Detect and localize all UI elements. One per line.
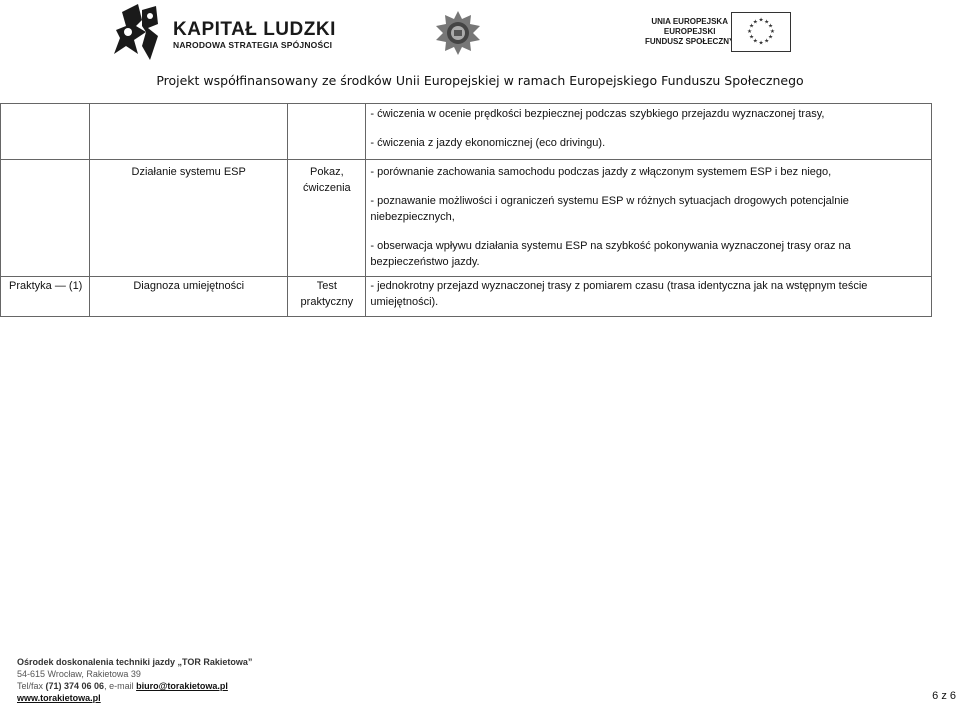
svg-text:★: ★: [758, 17, 764, 24]
svg-text:★: ★: [764, 38, 770, 45]
table-cell: [90, 277, 288, 317]
footer-website-link[interactable]: www.torakietowa.pl: [17, 693, 101, 703]
kapital-ludzki-logo-icon: [112, 2, 160, 62]
table-cell: [90, 104, 288, 160]
svg-text:★: ★: [764, 19, 770, 26]
topic-text: Diagnoza umiejętności: [133, 280, 245, 292]
topic-text: Działanie systemu ESP: [131, 166, 246, 178]
police-star-badge-icon: [435, 10, 481, 56]
page-footer: [17, 656, 252, 704]
table-row: [1, 160, 932, 277]
eu-funding-text: [645, 17, 734, 47]
svg-text:★: ★: [752, 38, 758, 45]
svg-text:★: ★: [748, 23, 755, 30]
bullet-text: - porównanie zachowania samochodu podczas jazdy z włączonym systemem ESP i bez niego,: [370, 166, 832, 178]
eu-flag-icon: [731, 12, 791, 52]
svg-text:★: ★: [752, 19, 758, 26]
eu-line-1: UNIA EUROPEJSKA: [651, 17, 728, 26]
eu-line-2: EUROPEJSKI: [663, 27, 716, 36]
bullet-text: - ćwiczenia w ocenie prędkości bezpiecznej podczas szybkiego przejazdu wyznaczonej trasy,: [370, 108, 825, 120]
table-cell: [366, 277, 932, 317]
table-cell: [366, 160, 932, 277]
table-cell: [288, 160, 366, 277]
bullet-text: - jednokrotny przejazd wyznaczonej trasy z pomiarem czasu (trasa identyczna jak na wstępnym teście umiejętności).: [370, 280, 868, 308]
footer-phone: (71) 374 06 06: [45, 681, 105, 691]
table-cell: [366, 104, 932, 160]
svg-text:★: ★: [769, 28, 775, 35]
table-cell: [288, 277, 366, 317]
footer-email-label: , e-mail: [104, 681, 137, 691]
svg-text:★: ★: [748, 34, 755, 41]
table-cell: [1, 277, 90, 317]
footer-tel-label: Tel/fax: [17, 681, 46, 691]
page-number: 6 z 6: [932, 690, 956, 702]
page-header: [0, 0, 960, 100]
svg-text:★: ★: [767, 34, 774, 41]
table-row: [1, 277, 932, 317]
table-cell: [90, 160, 288, 277]
table-row: [1, 104, 932, 160]
footer-email-link[interactable]: biuro@torakietowa.pl: [136, 681, 228, 691]
kapital-ludzki-subtitle: NARODOWA STRATEGIA SPÓJNOŚCI: [173, 40, 333, 50]
footer-contact: [17, 680, 252, 692]
eu-line-3: FUNDUSZ SPOŁECZNY: [645, 37, 735, 46]
table-cell: [288, 104, 366, 160]
svg-text:★: ★: [767, 23, 774, 30]
method-text: Pokaz, ćwiczenia: [302, 166, 351, 194]
project-funding-line: Projekt współfinansowany ze środków Unii Europejskiej w ramach Europejskiego Funduszu Społecznego: [156, 73, 804, 88]
bullet-text: - obserwacja wpływu działania systemu ESP na szybkość pokonywania wyznaczonej trasy oraz na bezpieczeństwo jazdy.: [370, 240, 851, 268]
footer-address: 54-615 Wrocław, Rakietowa 39: [17, 669, 141, 679]
svg-text:★: ★: [747, 28, 753, 35]
method-text: Test praktyczny: [300, 280, 354, 308]
svg-text:★: ★: [758, 40, 764, 47]
table-cell: [1, 104, 90, 160]
bullet-text: - poznawanie możliwości i ograniczeń systemu ESP w różnych sytuacjach drogowych potencjalnie niebezpiecznych,: [370, 195, 849, 223]
bullet-text: - ćwiczenia z jazdy ekonomicznej (eco drivingu).: [370, 137, 606, 149]
table-cell: [1, 160, 90, 277]
footer-company-name: Ośrodek doskonalenia techniki jazdy „TOR Rakietowa”: [17, 657, 253, 667]
category-text: Praktyka — (1): [9, 280, 83, 292]
training-program-table: [0, 103, 932, 317]
kapital-ludzki-title: KAPITAŁ LUDZKI: [173, 19, 336, 40]
